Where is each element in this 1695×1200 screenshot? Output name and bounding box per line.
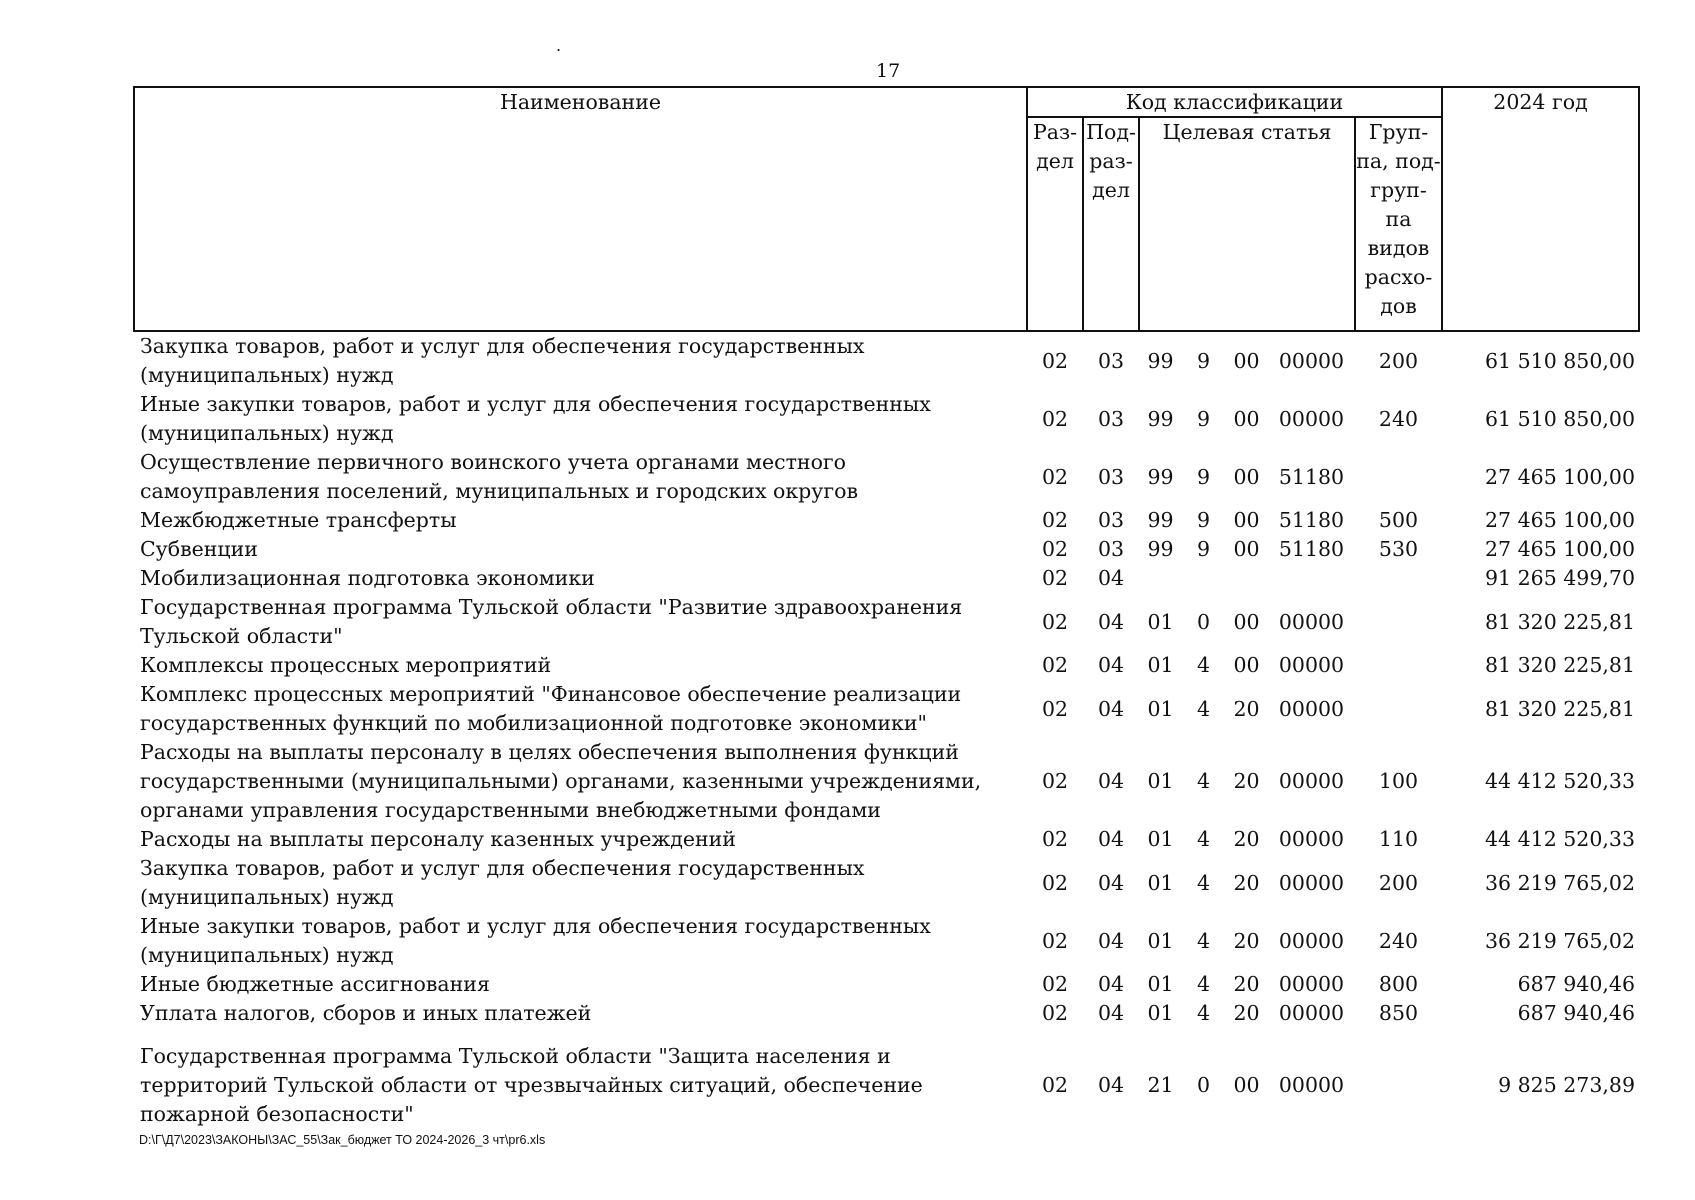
header-name: Наименование <box>134 87 1027 331</box>
row-name: Межбюджетные трансферты <box>140 508 457 532</box>
row-target-direction: 00000 <box>1278 1001 1345 1025</box>
row-target-subprogram: 9 <box>1196 508 1211 532</box>
row-target-event: 00 <box>1233 1073 1260 1097</box>
row-target-program: 01 <box>1147 609 1174 634</box>
row-target-event: 20 <box>1233 870 1260 895</box>
row-target-subprogram: 4 <box>1196 769 1211 793</box>
row-name: Иные закупки товаров, работ и услуг для обеспечения государственных (муниципальных) нужд <box>140 914 931 967</box>
row-section: 02 <box>1041 1001 1069 1025</box>
row-name: Расходы на выплаты персоналу в целях обеспечения выполнения функций государственными (муниципальными) органами, казенными учреждениями, органами управления государственными внебюджетными фондами <box>140 740 982 822</box>
row-target-program: 99 <box>1147 348 1174 373</box>
row-amount: 687 940,46 <box>1517 972 1635 996</box>
row-expense-group: 530 <box>1378 537 1419 561</box>
row-section: 02 <box>1041 537 1069 561</box>
row-amount: 44 412 520,33 <box>1485 827 1635 851</box>
row-target-program: 99 <box>1147 406 1174 431</box>
row-name: Расходы на выплаты персоналу казенных учреждений <box>140 827 736 851</box>
row-subsection: 04 <box>1097 1001 1125 1025</box>
row-target-subprogram: 9 <box>1196 348 1211 373</box>
row-subsection: 04 <box>1097 827 1125 851</box>
table-row <box>134 535 1639 564</box>
row-section: 02 <box>1041 609 1069 634</box>
row-expense-group: 200 <box>1378 348 1419 373</box>
row-name: Комплексы процессных мероприятий <box>140 653 552 677</box>
row-target-event: 00 <box>1233 348 1260 373</box>
row-section: 02 <box>1041 508 1069 532</box>
row-subsection: 04 <box>1097 609 1125 634</box>
row-name: Иные закупки товаров, работ и услуг для обеспечения государственных (муниципальных) нужд <box>140 392 931 445</box>
row-section: 02 <box>1041 696 1069 721</box>
row-name: Субвенции <box>140 537 258 561</box>
row-name: Закупка товаров, работ и услуг для обеспечения государственных (муниципальных) нужд <box>140 856 865 909</box>
header-year: 2024 год <box>1442 87 1639 331</box>
row-amount: 27 465 100,00 <box>1485 464 1635 489</box>
row-target-event: 20 <box>1233 928 1260 953</box>
row-target-direction: 00000 <box>1278 972 1345 996</box>
table-row <box>134 1042 1639 1129</box>
header-target-article: Целевая статья <box>1139 117 1355 331</box>
table-row <box>134 448 1639 506</box>
row-target-event: 00 <box>1233 464 1260 489</box>
row-target-program: 01 <box>1147 769 1174 793</box>
row-target-subprogram: 4 <box>1196 653 1211 677</box>
row-target-event: 20 <box>1233 827 1260 851</box>
row-target-program: 99 <box>1147 537 1174 561</box>
row-amount: 91 265 499,70 <box>1485 566 1635 590</box>
row-target-direction: 00000 <box>1278 928 1345 953</box>
row-expense-group <box>1355 1042 1442 1129</box>
row-subsection: 04 <box>1097 972 1125 996</box>
table-row <box>134 331 1639 390</box>
row-amount: 81 320 225,81 <box>1485 696 1635 721</box>
row-section: 02 <box>1041 1073 1069 1097</box>
row-target-event: 00 <box>1233 406 1260 431</box>
row-amount: 44 412 520,33 <box>1485 769 1635 793</box>
table-row <box>134 970 1639 999</box>
row-section: 02 <box>1041 928 1069 953</box>
row-expense-group: 500 <box>1378 508 1419 532</box>
row-target-subprogram: 0 <box>1196 609 1211 634</box>
row-name: Государственная программа Тульской области "Защита населения и территорий Тульской области от чрезвычайных ситуаций, обеспечение пожарной безопасности" <box>140 1044 923 1126</box>
row-target-subprogram: 4 <box>1196 696 1211 721</box>
row-subsection: 03 <box>1097 508 1125 532</box>
header-subsection: Под- раз- дел <box>1083 117 1139 331</box>
row-target-event: 00 <box>1233 537 1260 561</box>
header-expense-group: Груп- па, под- груп- па видов расхо- дов <box>1355 117 1442 331</box>
row-target-program: 01 <box>1147 827 1174 851</box>
row-target-subprogram: 4 <box>1196 928 1211 953</box>
row-target-event: 00 <box>1233 653 1260 677</box>
row-target-program <box>1139 564 1182 593</box>
row-target-event: 20 <box>1233 972 1260 996</box>
row-target-program: 01 <box>1147 870 1174 895</box>
row-target-direction: 00000 <box>1278 609 1345 634</box>
row-expense-group <box>1355 448 1442 506</box>
row-target-direction: 00000 <box>1278 769 1345 793</box>
row-spacer <box>134 1028 1639 1042</box>
row-section: 02 <box>1041 827 1069 851</box>
row-target-direction: 51180 <box>1278 537 1345 561</box>
row-expense-group: 240 <box>1378 928 1419 953</box>
row-target-event: 20 <box>1233 696 1260 721</box>
row-name: Мобилизационная подготовка экономики <box>140 566 595 590</box>
budget-table <box>133 86 1640 1129</box>
header-section: Раз- дел <box>1027 117 1083 331</box>
row-section: 02 <box>1041 566 1069 590</box>
row-expense-group: 110 <box>1378 827 1419 851</box>
row-target-direction: 00000 <box>1278 406 1345 431</box>
row-target-direction: 51180 <box>1278 464 1345 489</box>
row-expense-group: 850 <box>1378 1001 1419 1025</box>
row-section: 02 <box>1041 406 1069 431</box>
row-target-event: 00 <box>1233 609 1260 634</box>
budget-table-body <box>134 331 1639 1129</box>
table-row <box>134 564 1639 593</box>
row-target-program: 01 <box>1147 928 1174 953</box>
row-target-subprogram: 4 <box>1196 827 1211 851</box>
table-row <box>134 912 1639 970</box>
row-amount: 9 825 273,89 <box>1498 1073 1635 1097</box>
row-section: 02 <box>1041 348 1069 373</box>
row-amount: 27 465 100,00 <box>1485 508 1635 532</box>
row-amount: 36 219 765,02 <box>1485 928 1635 953</box>
row-name: Государственная программа Тульской области "Развитие здравоохранения Тульской области" <box>140 595 963 648</box>
row-target-subprogram: 9 <box>1196 406 1211 431</box>
row-target-direction: 00000 <box>1278 348 1345 373</box>
row-name: Уплата налогов, сборов и иных платежей <box>140 1001 592 1025</box>
row-target-program: 01 <box>1147 1001 1174 1025</box>
row-target-event: 20 <box>1233 769 1260 793</box>
stray-mark: . <box>556 36 562 55</box>
table-row <box>134 825 1639 854</box>
row-expense-group: 100 <box>1378 769 1419 793</box>
row-expense-group <box>1355 651 1442 680</box>
row-subsection: 03 <box>1097 537 1125 561</box>
table-row <box>134 593 1639 651</box>
row-subsection: 03 <box>1097 406 1125 431</box>
row-section: 02 <box>1041 653 1069 677</box>
row-subsection: 03 <box>1097 464 1125 489</box>
row-subsection: 04 <box>1097 566 1125 590</box>
header-classification-code: Код классификации <box>1027 87 1442 117</box>
row-target-subprogram: 4 <box>1196 870 1211 895</box>
row-amount: 27 465 100,00 <box>1485 537 1635 561</box>
row-target-program: 21 <box>1147 1073 1174 1097</box>
row-target-program: 01 <box>1147 972 1174 996</box>
row-target-subprogram: 0 <box>1196 1073 1211 1097</box>
row-expense-group <box>1355 564 1442 593</box>
row-section: 02 <box>1041 464 1069 489</box>
row-target-subprogram <box>1182 564 1225 593</box>
row-amount: 61 510 850,00 <box>1485 406 1635 431</box>
row-amount: 81 320 225,81 <box>1485 609 1635 634</box>
row-amount: 61 510 850,00 <box>1485 348 1635 373</box>
table-row <box>134 738 1639 825</box>
row-subsection: 04 <box>1097 653 1125 677</box>
row-expense-group <box>1355 593 1442 651</box>
row-expense-group <box>1355 680 1442 738</box>
row-target-direction: 00000 <box>1278 696 1345 721</box>
row-subsection: 04 <box>1097 769 1125 793</box>
row-subsection: 04 <box>1097 870 1125 895</box>
row-target-direction: 51180 <box>1278 508 1345 532</box>
table-row <box>134 390 1639 448</box>
row-name: Закупка товаров, работ и услуг для обеспечения государственных (муниципальных) нужд <box>140 334 865 387</box>
file-path-footer: D:\Г\Д7\2023\ЗАКОНЫ\ЗАС_55\Зак_бюджет ТО 2024-2026_3 чт\pr6.xls <box>139 1133 546 1147</box>
row-target-event: 00 <box>1233 508 1260 532</box>
row-expense-group: 240 <box>1378 406 1419 431</box>
table-row <box>134 506 1639 535</box>
row-target-direction: 00000 <box>1278 1073 1345 1097</box>
row-target-direction: 00000 <box>1278 827 1345 851</box>
table-row <box>134 854 1639 912</box>
row-section: 02 <box>1041 769 1069 793</box>
row-target-direction <box>1268 564 1355 593</box>
row-amount: 687 940,46 <box>1517 1001 1635 1025</box>
row-name: Комплекс процессных мероприятий "Финансовое обеспечение реализации государственных функций по мобилизационной подготовке экономики" <box>140 682 962 735</box>
row-target-subprogram: 4 <box>1196 972 1211 996</box>
row-target-event <box>1225 564 1268 593</box>
row-target-event: 20 <box>1233 1001 1260 1025</box>
row-target-program: 99 <box>1147 464 1174 489</box>
row-target-subprogram: 9 <box>1196 537 1211 561</box>
row-target-subprogram: 9 <box>1196 464 1211 489</box>
row-name: Иные бюджетные ассигнования <box>140 972 490 996</box>
row-expense-group: 200 <box>1378 870 1419 895</box>
row-target-program: 01 <box>1147 653 1174 677</box>
row-target-direction: 00000 <box>1278 870 1345 895</box>
table-row <box>134 680 1639 738</box>
row-target-program: 99 <box>1147 508 1174 532</box>
row-name: Осуществление первичного воинского учета органами местного самоуправления поселений, муниципальных и городских округов <box>140 450 858 503</box>
row-subsection: 04 <box>1097 1073 1125 1097</box>
row-section: 02 <box>1041 870 1069 895</box>
row-subsection: 03 <box>1097 348 1125 373</box>
row-spacer-cell <box>134 1028 1639 1042</box>
table-row <box>134 651 1639 680</box>
row-target-direction: 00000 <box>1278 653 1345 677</box>
row-subsection: 04 <box>1097 928 1125 953</box>
row-amount: 81 320 225,81 <box>1485 653 1635 677</box>
page-number: 17 <box>876 60 901 82</box>
row-subsection: 04 <box>1097 696 1125 721</box>
row-target-subprogram: 4 <box>1196 1001 1211 1025</box>
row-amount: 36 219 765,02 <box>1485 870 1635 895</box>
row-section: 02 <box>1041 972 1069 996</box>
table-row <box>134 999 1639 1028</box>
row-target-program: 01 <box>1147 696 1174 721</box>
row-expense-group: 800 <box>1378 972 1419 996</box>
